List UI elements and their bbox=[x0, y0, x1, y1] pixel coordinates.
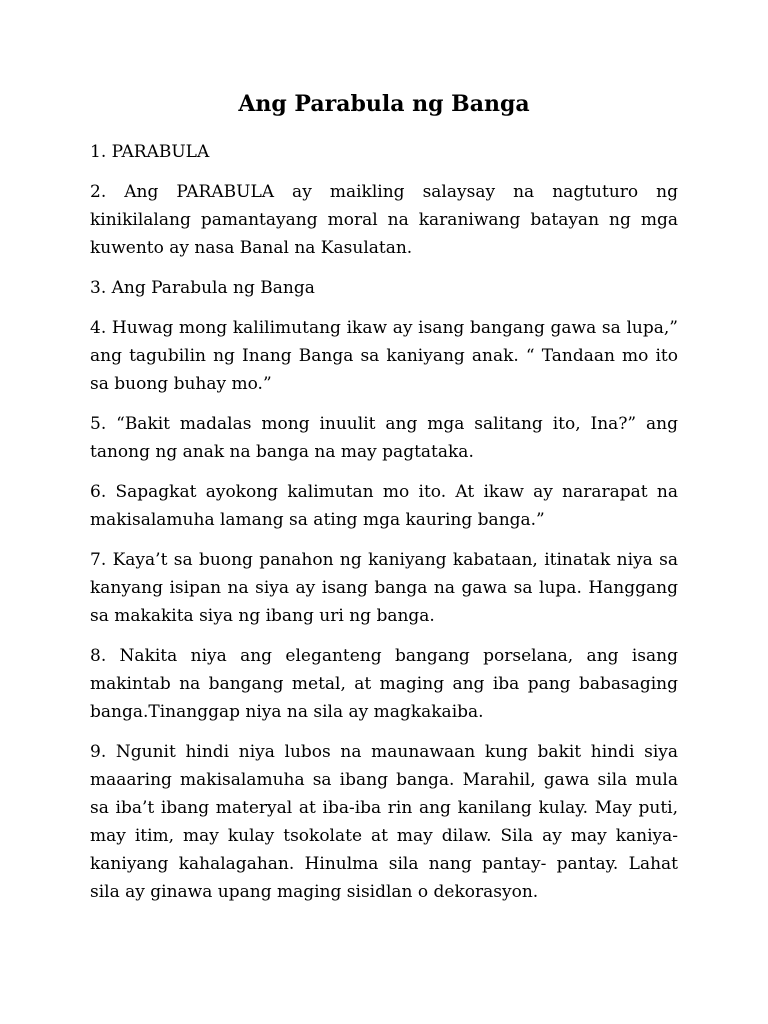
paragraph-2: 2. Ang PARABULA ay maikling salaysay na nagtuturo ng kinikilalang pamantayang moral na karaniwang batayan ng mga kuwento ay nasa Banal na Kasulatan. bbox=[90, 182, 678, 258]
paragraph-5: 5. “Bakit madalas mong inuulit ang mga salitang ito, Ina?” ang tanong ng anak na banga na may pagtataka. bbox=[90, 414, 678, 462]
paragraph-4: 4. Huwag mong kalilimutang ikaw ay isang bangang gawa sa lupa,” ang tagubilin ng Inang Banga sa kaniyang anak. “ Tandaan mo ito sa buong buhay mo.” bbox=[90, 318, 678, 394]
paragraph-7: 7. Kaya’t sa buong panahon ng kaniyang kabataan, itinatak niya sa kanyang isipan na siya ay isang banga na gawa sa lupa. Hanggang sa makakita siya ng ibang uri ng banga. bbox=[90, 550, 678, 626]
paragraph-9: 9. Ngunit hindi niya lubos na maunawaan kung bakit hindi siya maaaring makisalamuha sa ibang banga. Marahil, gawa sila mula sa iba’t ibang materyal at iba-iba rin ang kanilang kulay. May puti, may itim, may kulay tsokolate at may dilaw. Sila ay may kaniya-kaniyang kahalagahan. Hinulma sila nang pantay- pantay. Lahat sila ay ginawa upang maging sisidlan o dekorasyon. bbox=[90, 742, 678, 902]
paragraph-1: 1. PARABULA bbox=[90, 142, 210, 162]
paragraph-6: 6. Sapagkat ayokong kalimutan mo ito. At ikaw ay nararapat na makisalamuha lamang sa ating mga kauring banga.” bbox=[90, 482, 678, 530]
document-title: Ang Parabula ng Banga bbox=[238, 91, 530, 117]
document-page bbox=[90, 90, 678, 918]
paragraph-3: 3. Ang Parabula ng Banga bbox=[90, 278, 315, 298]
paragraph-8: 8. Nakita niya ang eleganteng bangang porselana, ang isang makintab na bangang metal, at maging ang iba pang babasaging banga.Tinanggap niya na sila ay magkakaiba. bbox=[90, 646, 678, 722]
